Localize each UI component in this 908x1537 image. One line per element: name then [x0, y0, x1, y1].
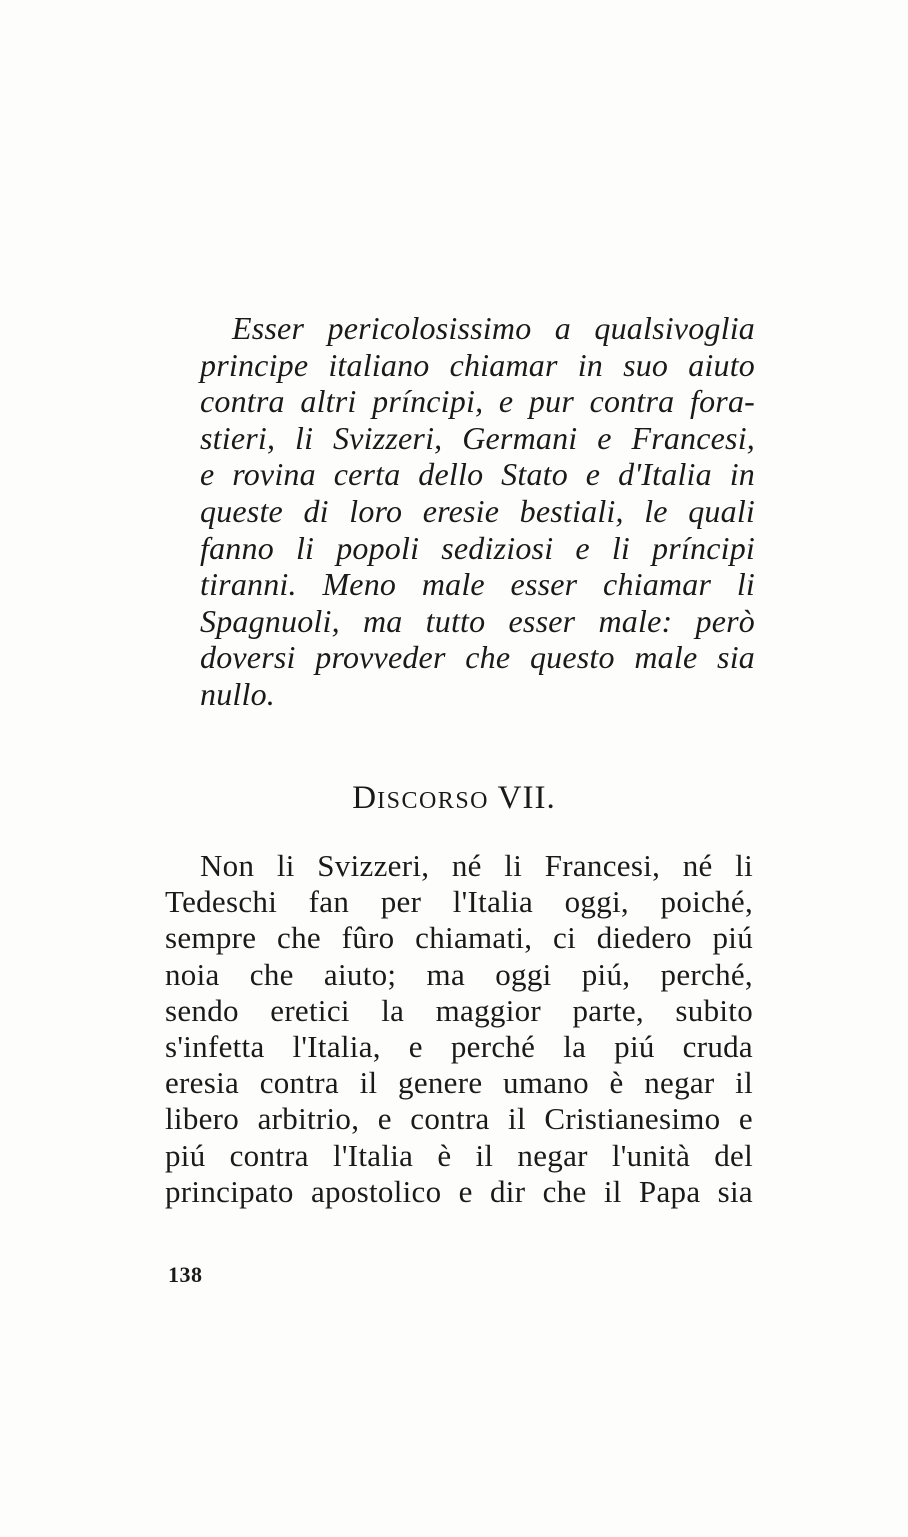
heading-numeral: VII. — [497, 780, 556, 816]
argument-line: e rovina certa dello Stato e d'Italia in — [200, 456, 755, 493]
body-line: principato apostolico e dir che il Papa sia — [165, 1173, 753, 1209]
heading-initial: D — [352, 780, 378, 816]
body-line: sendo eretici la maggior parte, subito — [165, 992, 753, 1028]
body-line: libero arbitrio, e contra il Cristianesimo e — [165, 1101, 753, 1137]
chapter-argument — [200, 310, 755, 713]
argument-line: Spagnuoli, ma tutto esser male: però — [200, 602, 755, 639]
argument-line: contra altri príncipi, e pur contra fora- — [200, 383, 755, 420]
argument-line: principe italiano chiamar in suo aiuto — [200, 346, 755, 383]
chapter-heading — [0, 780, 908, 817]
body-line: piú contra l'Italia è il negar l'unità del — [165, 1137, 753, 1173]
argument-line: stieri, li Svizzeri, Germani e Francesi, — [200, 419, 755, 456]
body-text — [165, 848, 753, 1210]
body-line: eresia contra il genere umano è negar il — [165, 1065, 753, 1101]
body-line: s'infetta l'Italia, e perché la piú cruda — [165, 1028, 753, 1064]
body-line: Tedeschi fan per l'Italia oggi, poiché, — [165, 884, 753, 920]
argument-line: fanno li popoli sediziosi e li príncipi — [200, 529, 755, 566]
argument-line: Esser pericolosissimo a qualsivoglia — [232, 310, 755, 346]
argument-line: doversi provveder che questo male sia — [200, 639, 755, 676]
argument-line: queste di loro eresie bestiali, le quali — [200, 492, 755, 529]
argument-line: nullo. — [200, 675, 275, 712]
page-number: 138 — [168, 1262, 203, 1287]
body-line: Non li Svizzeri, né li Francesi, né li — [200, 848, 753, 883]
body-line: noia che aiuto; ma oggi piú, perché, — [165, 956, 753, 992]
argument-line: tiranni. Meno male esser chiamar li — [200, 566, 755, 603]
body-line: sempre che fûro chiamati, ci diedero piú — [165, 920, 753, 956]
heading-smallcaps: ISCORSO — [377, 788, 489, 814]
